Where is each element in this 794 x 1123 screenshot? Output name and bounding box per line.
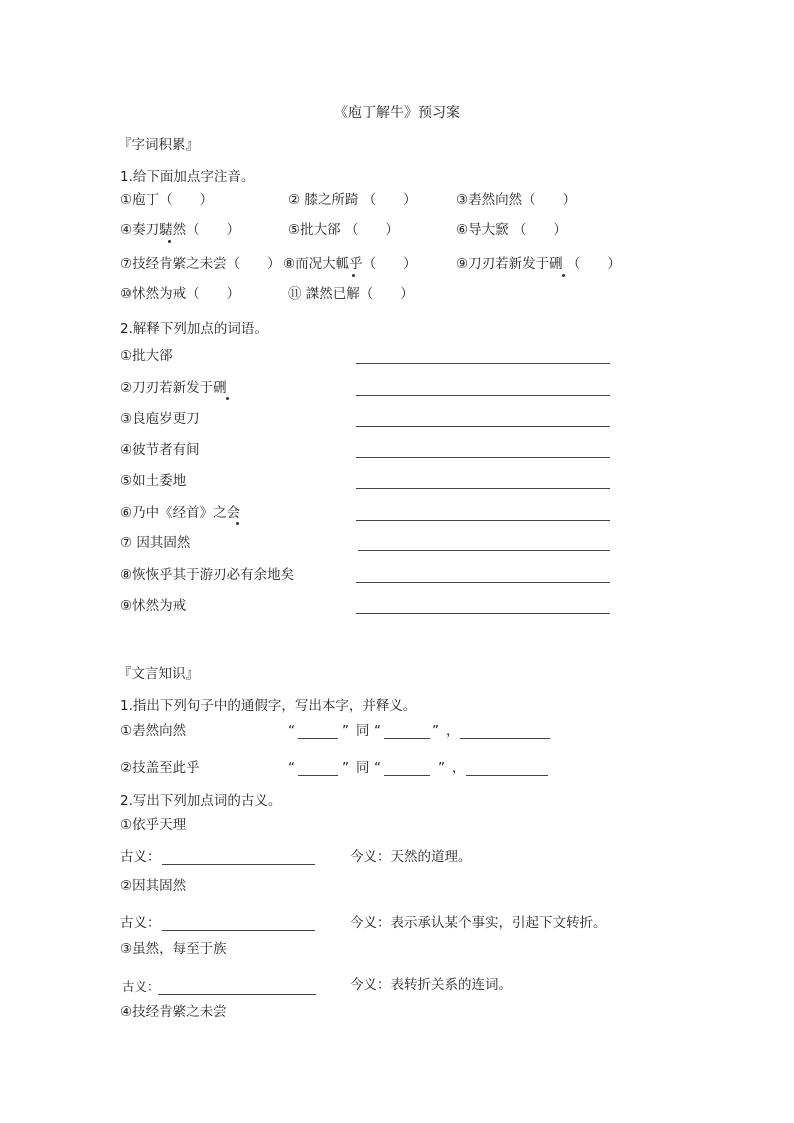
emphasis-dot <box>236 522 239 525</box>
phonetic-item-8: ⑧而况大軱乎（ ） <box>283 256 417 272</box>
emphasis-dot <box>226 397 229 400</box>
tongjia-item-2: ②技盖至此乎 <box>120 760 200 776</box>
ancient-meaning-item-1: ①依乎天理 <box>120 817 187 833</box>
explain-item-9: ⑨怵然为戒 <box>120 598 187 614</box>
quote-close: ” <box>342 760 349 776</box>
quote-open: “ <box>374 760 381 776</box>
ancient-meaning-blank[interactable] <box>162 850 315 865</box>
question-2-prompt: 2.解释下列加点的词语。 <box>120 321 268 337</box>
modern-meaning: 今义：天然的道理。 <box>350 849 472 865</box>
ancient-meaning-item-3: ③虽然，每至于族 <box>120 941 227 957</box>
ancient-meaning-item-4: ④技经肯綮之未尝 <box>120 1004 227 1020</box>
quote-close: ” <box>438 760 445 776</box>
explain-item-4: ④彼节者有间 <box>120 442 200 458</box>
tongjia-char-blank[interactable] <box>298 724 338 739</box>
phonetic-item-4: ④奏刀騞然（ ） <box>120 222 241 238</box>
tongjia-item-1: ①砉然向然 <box>120 723 187 739</box>
quote-close: ” <box>432 723 439 739</box>
explain-item-2: ②刀刃若新发于硎 <box>120 380 227 396</box>
modern-meaning: 今义：表转折关系的连词。 <box>350 977 512 993</box>
phonetic-item-1: ①庖丁（ ） <box>120 192 214 208</box>
original-char-blank[interactable] <box>384 724 430 739</box>
answer-blank[interactable] <box>356 474 610 489</box>
question-1-prompt: 1.给下面加点字注音。 <box>120 169 255 185</box>
answer-blank[interactable] <box>356 599 610 614</box>
same-as-label: 同 <box>356 723 370 739</box>
explain-item-5: ⑤如土委地 <box>120 473 187 489</box>
emphasis-dot <box>352 274 355 277</box>
answer-blank[interactable] <box>356 412 610 427</box>
page-title: 《庖丁解牛》预习案 <box>334 105 460 121</box>
modern-meaning: 今义：表示承认某个事实，引起下文转折。 <box>350 915 607 931</box>
meaning-blank[interactable] <box>460 724 550 739</box>
ancient-label: 古义： <box>120 849 161 865</box>
emphasis-dot <box>562 274 565 277</box>
original-char-blank[interactable] <box>384 761 430 776</box>
phonetic-item-2: ② 膝之所踦 （ ） <box>288 192 417 208</box>
answer-blank[interactable] <box>356 568 610 583</box>
explain-item-3: ③良庖岁更刀 <box>120 411 200 427</box>
answer-blank[interactable] <box>356 349 610 364</box>
phonetic-item-6: ⑥导大窾 （ ） <box>456 222 567 238</box>
comma: ， <box>446 723 460 739</box>
answer-blank[interactable] <box>356 506 610 521</box>
answer-blank[interactable] <box>356 381 610 396</box>
phonetic-item-11: ⑪ 謋然已解（ ） <box>288 286 414 302</box>
ancient-meaning-blank[interactable] <box>158 980 316 995</box>
phonetic-item-7: ⑦技经肯綮之未尝（ ） <box>120 256 281 272</box>
tongjia-char-blank[interactable] <box>298 761 338 776</box>
explain-item-1: ①批大郤 <box>120 348 173 364</box>
phonetic-item-5: ⑤批大郤 （ ） <box>288 222 399 238</box>
quote-close: ” <box>342 723 349 739</box>
ancient-meaning-blank[interactable] <box>162 916 315 931</box>
quote-open: “ <box>288 760 295 776</box>
comma: ， <box>452 760 466 776</box>
meaning-blank[interactable] <box>466 761 548 776</box>
section-heading-classical: 『文言知识』 <box>118 666 199 682</box>
question-1-prompt: 1.指出下列句子中的通假字，写出本字，并释义。 <box>120 698 417 714</box>
explain-item-8: ⑧恢恢乎其于游刃必有余地矣 <box>120 567 295 583</box>
quote-open: “ <box>288 723 295 739</box>
question-2-prompt: 2.写出下列加点词的古义。 <box>120 793 282 809</box>
explain-item-7: ⑦ 因其固然 <box>120 535 191 551</box>
answer-blank[interactable] <box>358 536 610 551</box>
emphasis-dot <box>168 240 171 243</box>
phonetic-item-3: ③砉然向然（ ） <box>456 192 577 208</box>
ancient-label: 古义： <box>122 979 160 994</box>
explain-item-6: ⑥乃中《经首》之会 <box>120 505 241 521</box>
section-heading-vocab: 『字词积累』 <box>118 137 199 153</box>
ancient-meaning-item-2: ②因其固然 <box>120 878 187 894</box>
phonetic-item-9: ⑨刀刃若新发于硎 （ ） <box>456 256 621 272</box>
answer-blank[interactable] <box>356 443 610 458</box>
same-as-label: 同 <box>356 760 370 776</box>
quote-open: “ <box>374 723 381 739</box>
phonetic-item-10: ⑩怵然为戒（ ） <box>120 286 241 302</box>
ancient-label: 古义： <box>120 915 161 931</box>
